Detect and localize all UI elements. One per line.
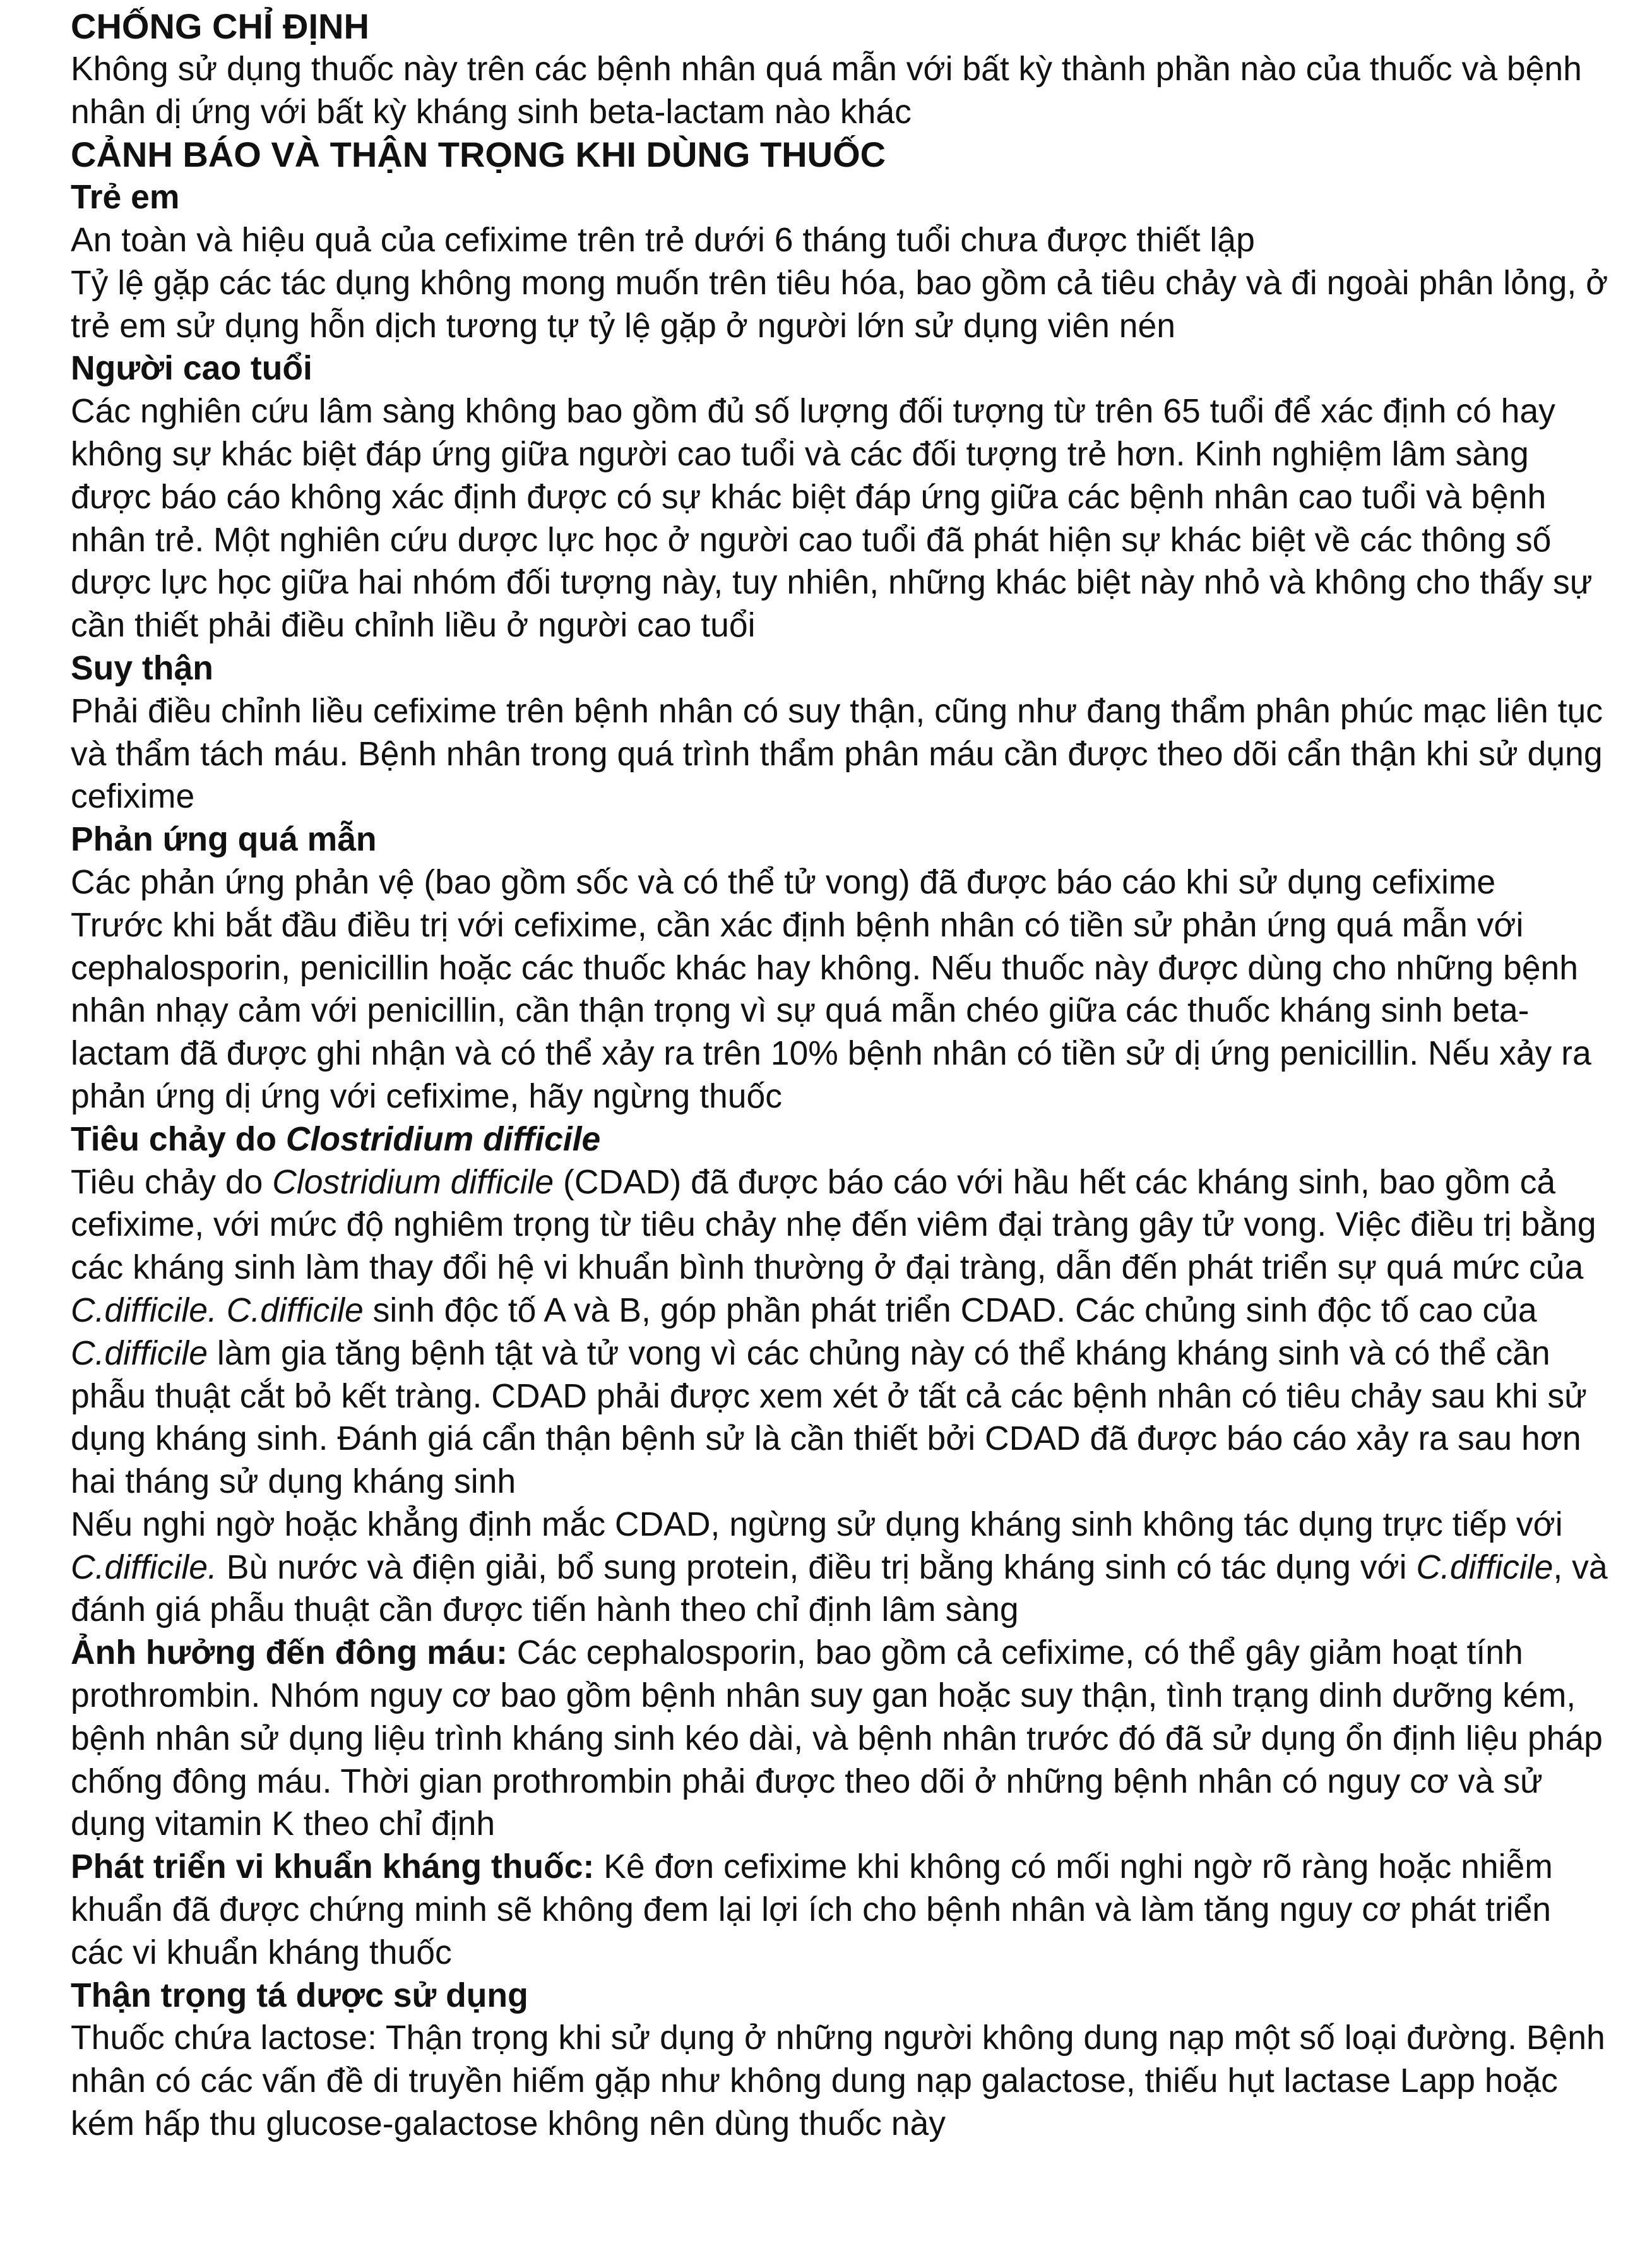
cdad-p1-g: làm gia tăng bệnh tật và tử vong vì các chủng này có thể kháng kháng sinh và có thể cần phẫu thuật cắt bỏ kết tràng. CDAD phải được xem xét ở tất cả các bệnh nhân có tiêu chảy sau khi sử dụng kháng sinh. Đánh giá cẩn thận bệnh sử là cần thiết bởi CDAD đã được báo cáo xảy ra sau hơn hai tháng sử dụng kháng sinh <box>71 1334 1587 1501</box>
cdad-p1-c: (CDAD) đã được báo cáo với hầu hết các kháng sinh, bao gồm cả cefixime, với mức độ nghiêm trọng từ tiêu chảy nhẹ đến viêm đại tràng gây tử vong. Việc điều trị bằng các kháng sinh làm thay đổi hệ vi khuẩn bình thường ở đại tràng, dẫn đến phát triển sự quá mức của <box>71 1163 1596 1287</box>
cdad-title-prefix: Tiêu chảy do <box>71 1120 286 1158</box>
coagulation-paragraph <box>71 1632 1611 1846</box>
cdad-p1-b: Clostridium difficile <box>272 1163 554 1201</box>
children-paragraph-1: An toàn và hiệu quả của cefixime trên trẻ dưới 6 tháng tuổi chưa được thiết lập <box>71 221 1255 259</box>
cdad-paragraph-2 <box>71 1503 1611 1632</box>
resistance-lead: Phát triển vi khuẩn kháng thuốc: <box>71 1848 595 1886</box>
hypersensitivity-paragraph-2: Trước khi bắt đầu điều trị với cefixime, cần xác định bệnh nhân có tiền sử phản ứng quá mẫn với cephalosporin, penicillin hoặc các thuốc khác hay không. Nếu thuốc này được dùng cho những bệnh nhân nhạy cảm với penicillin, cần thận trọng vì sự quá mẫn chéo giữa các thuốc kháng sinh beta-lactam đã được ghi nhận và có thể xảy ra trên 10% bệnh nhân có tiền sử dị ứng penicillin. Nếu xảy ra phản ứng dị ứng với cefixime, hãy ngừng thuốc <box>71 906 1591 1115</box>
cdad-p2-b: C.difficile. <box>71 1548 217 1586</box>
cdad-p2-d: C.difficile <box>1416 1548 1554 1586</box>
cdad-p2-e: , và đánh giá phẫu thuật cần được tiến hành theo chỉ định lâm sàng <box>71 1548 1608 1629</box>
subsection-title-elderly: Người cao tuổi <box>71 350 312 388</box>
cdad-p1-a: Tiêu chảy do <box>71 1163 273 1201</box>
excipients-paragraph: Thuốc chứa lactose: Thận trọng khi sử dụng ở những người không dung nạp một số loại đường. Bệnh nhân có các vấn đề di truyền hiếm gặp như không dung nạp galactose, thiếu hụt lactase Lapp hoặc kém hấp thu glucose-galactose không nên dùng thuốc này <box>71 2019 1605 2143</box>
cdad-p1-f: C.difficile <box>71 1334 208 1372</box>
elderly-paragraph: Các nghiên cứu lâm sàng không bao gồm đủ số lượng đối tượng từ trên 65 tuổi để xác định có hay không sự khác biệt đáp ứng giữa người cao tuổi và các đối tượng trẻ hơn. Kinh nghiệm lâm sàng được báo cáo không xác định được có sự khác biệt đáp ứng giữa các bệnh nhân cao tuổi và bệnh nhân trẻ. Một nghiên cứu dược lực học ở người cao tuổi đã phát hiện sự khác biệt về các thông số dược lực học giữa hai nhóm đối tượng này, tuy nhiên, những khác biệt này nhỏ và không cho thấy sự cần thiết phải điều chỉnh liều ở người cao tuổi <box>71 393 1593 645</box>
coagulation-lead: Ảnh hưởng đến đông máu: <box>71 1634 508 1672</box>
cdad-title-organism: Clostridium difficile <box>285 1120 601 1158</box>
resistance-paragraph <box>71 1846 1611 1974</box>
hypersensitivity-paragraph-1: Các phản ứng phản vệ (bao gồm sốc và có thể tử vong) đã được báo cáo khi sử dụng cefixime <box>71 863 1496 901</box>
subsection-title-children: Trẻ em <box>71 179 180 217</box>
subsection-title-excipients: Thận trọng tá dược sử dụng <box>71 1976 528 2014</box>
renal-paragraph: Phải điều chỉnh liều cefixime trên bệnh nhân có suy thận, cũng như đang thẩm phân phúc mạc liên tục và thẩm tách máu. Bệnh nhân trong quá trình thẩm phân máu cần được theo dõi cẩn thận khi sử dụng cefixime <box>71 692 1603 816</box>
document-body <box>71 5 1611 2146</box>
subsection-title-cdad <box>71 1118 1611 1161</box>
subsection-title-hypersensitivity: Phản ứng quá mẫn <box>71 821 377 859</box>
cdad-paragraph-1 <box>71 1161 1611 1503</box>
contraindications-paragraph: Không sử dụng thuốc này trên các bệnh nhân quá mẫn với bất kỳ thành phần nào của thuốc và bệnh nhân dị ứng với bất kỳ kháng sinh beta-lactam nào khác <box>71 50 1582 131</box>
section-title-warnings: CẢNH BÁO VÀ THẬN TRỌNG KHI DÙNG THUỐC <box>71 134 886 175</box>
children-paragraph-2: Tỷ lệ gặp các tác dụng không mong muốn trên tiêu hóa, bao gồm cả tiêu chảy và đi ngoài phân lỏng, ở trẻ em sử dụng hỗn dịch tương tự tỷ lệ gặp ở người lớn sử dụng viên nén <box>71 264 1608 345</box>
cdad-p1-d: C.difficile. C.difficile <box>71 1291 364 1329</box>
subsection-title-renal: Suy thận <box>71 649 213 687</box>
section-title-contraindications: CHỐNG CHỈ ĐỊNH <box>71 6 369 46</box>
cdad-p1-e: sinh độc tố A và B, góp phần phát triển CDAD. Các chủng sinh độc tố cao của <box>363 1291 1537 1329</box>
resistance-text: Kê đơn cefixime khi không có mối nghi ngờ rõ ràng hoặc nhiễm khuẩn đã được chứng minh sẽ không đem lại lợi ích cho bệnh nhân và làm tăng nguy cơ phát triển các vi khuẩn kháng thuốc <box>71 1848 1553 1971</box>
coagulation-text: Các cephalosporin, bao gồm cả cefixime, có thể gây giảm hoạt tính prothrombin. Nhóm nguy cơ bao gồm bệnh nhân suy gan hoặc suy thận, tình trạng dinh dưỡng kém, bệnh nhân sử dụng liệu trình kháng sinh kéo dài, và bệnh nhân trước đó đã sử dụng ổn định liệu pháp chống đông máu. Thời gian prothrombin phải được theo dõi ở những bệnh nhân có nguy cơ và sử dụng vitamin K theo chỉ định <box>71 1634 1603 1843</box>
cdad-p2-c: Bù nước và điện giải, bổ sung protein, điều trị bằng kháng sinh có tác dụng với <box>217 1548 1417 1586</box>
cdad-p2-a: Nếu nghi ngờ hoặc khẳng định mắc CDAD, ngừng sử dụng kháng sinh không tác dụng trực tiếp với <box>71 1505 1563 1543</box>
